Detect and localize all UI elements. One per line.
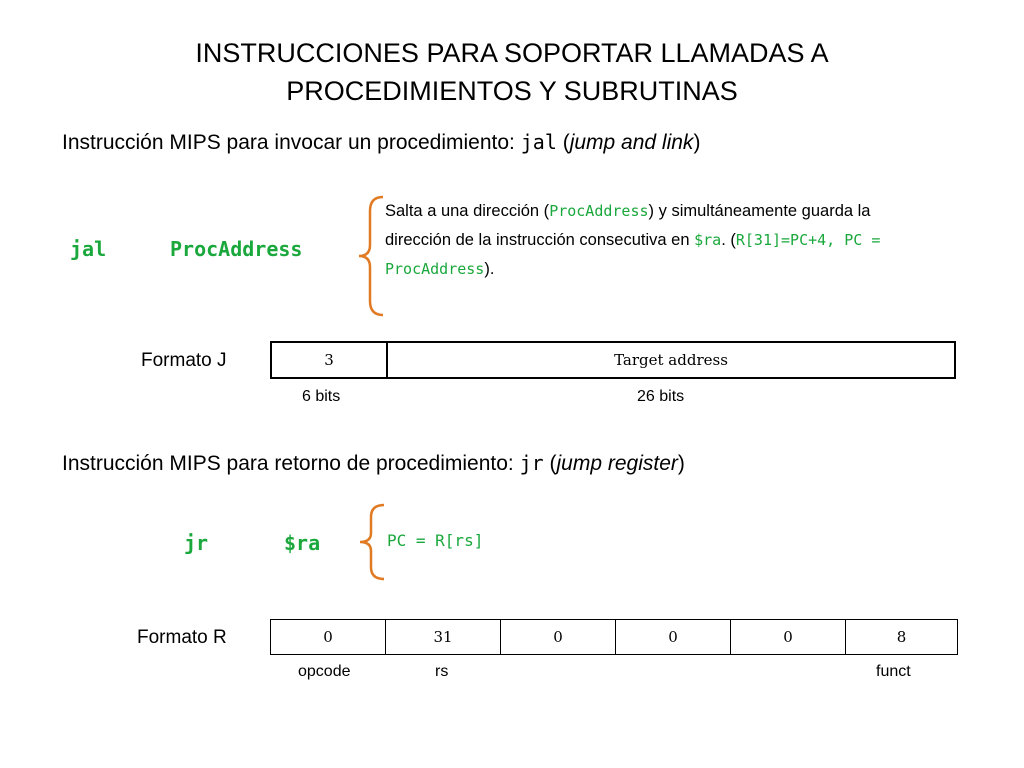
jal-heading-italic: jump and link — [569, 131, 694, 154]
jal-desc-text-2: ) y simultáneamente guarda la dirección de la instrucción consecutiva en — [385, 202, 871, 249]
jr-instr-arg: $ra — [284, 531, 321, 555]
jr-heading — [62, 451, 685, 476]
slide-title — [0, 34, 1024, 110]
format-r-table — [270, 619, 958, 655]
title-line-1: INSTRUCCIONES PARA SOPORTAR LLAMADAS A — [195, 38, 829, 68]
jal-desc-code-2: $ra — [694, 231, 722, 249]
jr-heading-text: Instrucción MIPS para retorno de procedimiento: — [62, 452, 514, 475]
j-field-opcode: 3 — [271, 342, 387, 378]
jr-description: PC = R[rs] — [387, 531, 484, 550]
jr-heading-open: ( — [549, 452, 557, 475]
jal-heading-open: ( — [562, 131, 570, 154]
jal-heading-code: jal — [520, 130, 557, 154]
r-field-rd: 0 — [616, 620, 731, 655]
title-line-2: PROCEDIMIENTOS Y SUBRUTINAS — [286, 76, 738, 106]
jal-instr-arg: ProcAddress — [170, 237, 303, 261]
jr-heading-code: jr — [519, 451, 544, 475]
format-j-table — [270, 341, 956, 379]
jr-heading-close: ) — [677, 452, 685, 475]
jr-heading-italic: jump register — [556, 452, 678, 475]
j-field-target: Target address — [387, 342, 955, 378]
r-label-funct: funct — [876, 663, 911, 680]
jal-heading — [62, 130, 700, 155]
r-field-funct: 8 — [846, 620, 958, 655]
jal-desc-text-4: ). — [484, 260, 495, 278]
j-width-opcode: 6 bits — [302, 388, 341, 405]
jal-desc-code-3: R[31]=PC+4, PC = ProcAddress — [385, 231, 881, 278]
jal-desc-text-1: Salta a una dirección ( — [385, 202, 550, 220]
jr-instr-op: jr — [184, 531, 209, 555]
r-label-opcode: opcode — [298, 663, 351, 680]
jal-heading-close: ) — [693, 131, 701, 154]
r-label-rs: rs — [435, 663, 449, 680]
r-field-rt: 0 — [501, 620, 616, 655]
r-field-rs: 31 — [386, 620, 501, 655]
r-field-opcode: 0 — [271, 620, 386, 655]
jr-brace — [356, 503, 388, 581]
jal-brace — [355, 195, 387, 317]
r-field-shamt: 0 — [731, 620, 846, 655]
format-j-label: Formato J — [141, 350, 227, 371]
j-width-target: 26 bits — [637, 388, 685, 405]
jal-heading-text: Instrucción MIPS para invocar un procedimiento: — [62, 131, 515, 154]
jal-instr-op: jal — [70, 237, 107, 261]
jal-description — [385, 197, 895, 284]
jal-desc-text-3: . ( — [721, 231, 736, 249]
format-r-label: Formato R — [137, 627, 227, 648]
jal-desc-code-1: ProcAddress — [549, 202, 649, 220]
